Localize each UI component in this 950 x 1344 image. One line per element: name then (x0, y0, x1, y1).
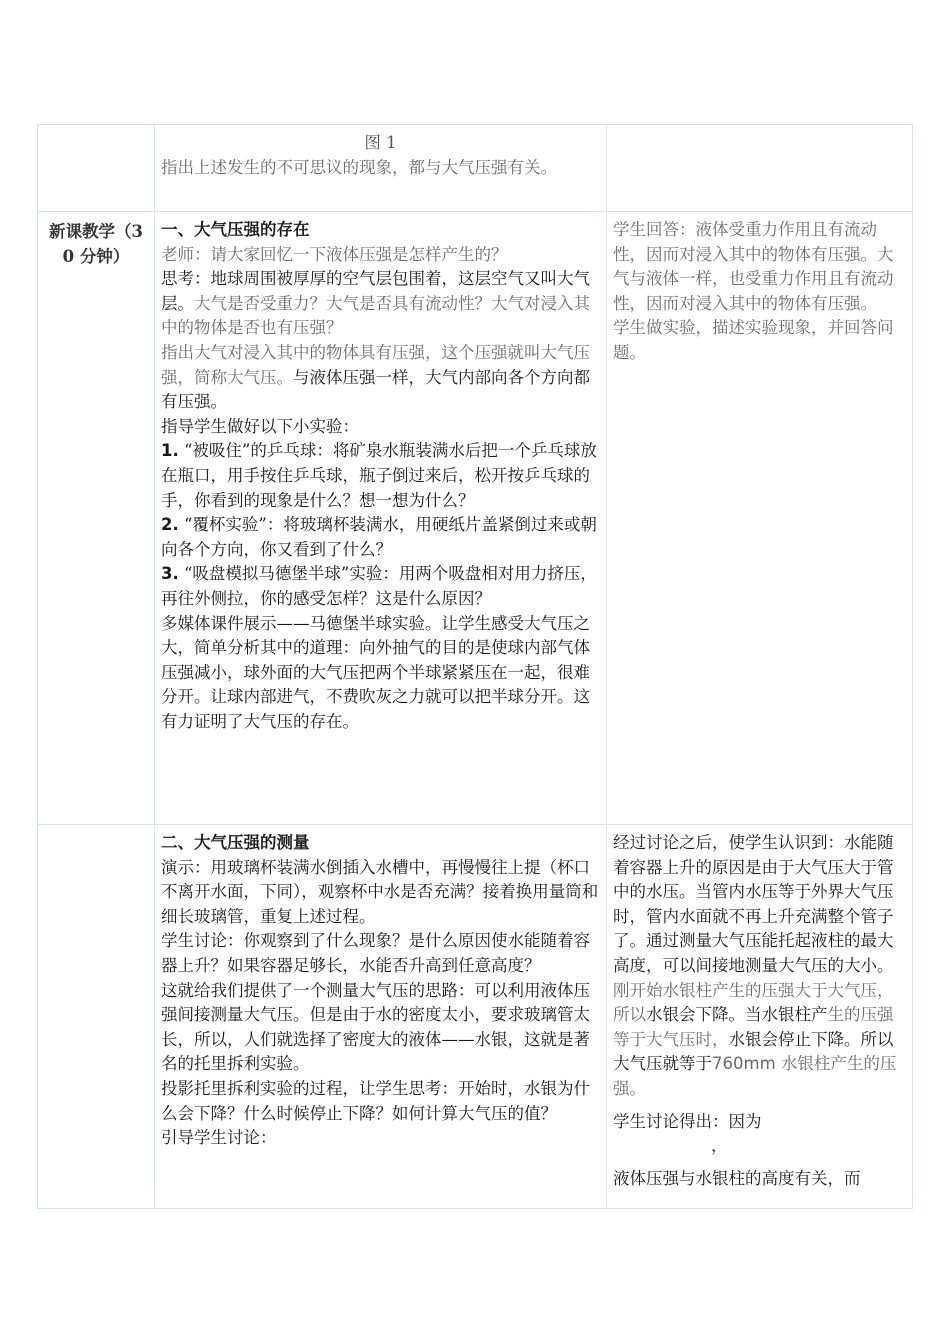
item-text: “被吸住”的乒乓球：将矿泉水瓶装满水后把一个乒乓球放在瓶口，用手按住乒乓球，瓶子倒过来后，松开按乒乓球的手，你看到的现象是什么？想一想为什么？ (161, 441, 597, 510)
text-span: 水银会停止下降。所以大气压就等于 (613, 1029, 894, 1074)
paragraph (613, 1110, 906, 1159)
paragraph: 老师：请大家回忆一下液体压强是怎样产生的？ (161, 244, 508, 264)
table-row (38, 125, 913, 212)
item-number: 3. (161, 564, 179, 584)
text-span: 指出大气对浸入其中的物体具有压强，这个压强就叫大气压强，简称大气压。 (161, 342, 590, 387)
paragraph: 多媒体课件展示——马德堡半球实验。让学生感受大气压之大，简单分析其中的道理：向外抽气的目的是使球内部气体压强减小，球外面的大气压把两个半球紧紧压在一起，很难分开。让球内部进气，不费吹灰之力就可以把半球分开。这有力证明了大气压的存在。 (161, 613, 590, 731)
student-cell (607, 125, 913, 212)
paragraph (161, 341, 600, 415)
item-number: 2. (161, 515, 179, 535)
paragraph: 指导学生做好以下小实验： (161, 416, 359, 436)
paragraph: 这就给我们提供了一个测量大气压的思路：可以利用液体压强间接测量大气压。但是由于水的密度太小，要求玻璃管太长，所以，人们就选择了密度大的液体——水银，这就是著名的托里拆利实验。 (161, 980, 590, 1074)
text-span: 生的压强等于大气压时， (613, 1005, 894, 1049)
item-number: 1. (161, 441, 179, 461)
paragraph: 指出上述发生的不可思议的现象，都与大气压强有关。 (161, 157, 557, 177)
paragraph: 投影托里拆利实验的过程，让学生思考：开始时，水银为什么会下降？什么时候停止下降？如何计算大气压的值？ (161, 1078, 590, 1123)
paragraph: 液体压强与水银柱的高度有关，而 (613, 1168, 861, 1188)
content-cell (155, 825, 607, 1209)
table-row (38, 212, 913, 825)
text-span: ， (711, 1136, 728, 1156)
item-text: “吸盘模拟马德堡半球”实验：用两个吸盘相对用力挤压，再往外侧拉，你的感受怎样？这是什么原因？ (161, 564, 597, 608)
paragraph: 学生做实验，描述实验现象，并回答问题。 (613, 318, 894, 362)
text-span: 与液体压强一样，大气内部向各个方向都有压强。 (161, 367, 590, 412)
content-cell (155, 125, 607, 212)
lesson-plan-table (37, 124, 913, 1209)
paragraph: 演示：用玻璃杯装满水倒插入水槽中，再慢慢往上提（杯口不离开水面，下同），观察杯中水是否充满？接着换用量筒和细长玻璃管，重复上述过程。 (161, 857, 599, 926)
paragraph: 引导学生讨论： (161, 1128, 277, 1148)
paragraph: 经过讨论之后，使学生认识到：水能随着容器上升的原因是由于大气压大于管中的水压。当管内水压等于外界大气压时，管内水面就不再上升充满整个管子了。通过测量大气压能托起液柱的最大高度，可以间接地测量大气压的大小。 (613, 833, 894, 975)
table-row (38, 825, 913, 1209)
paragraph: 学生回答：液体受重力作用且有流动性，因而对浸入其中的物体有压强。大气与液体一样，也受重力作用且有流动性，因而对浸入其中的物体有压强。 (613, 220, 894, 313)
section-label: 新课教学（30 分钟） (38, 212, 155, 825)
label-cell (38, 125, 155, 212)
text-span: 760mm (712, 1054, 776, 1074)
text-span: 大气是否受重力？大气是否具有流动性？大气对浸入其中的物体是否也有压强？ (161, 293, 590, 338)
paragraph (161, 267, 600, 341)
student-cell (607, 212, 913, 825)
paragraph (613, 979, 906, 1102)
content-cell (155, 212, 607, 825)
student-cell (607, 825, 913, 1209)
figure-caption: 图 1 (364, 133, 397, 152)
section-heading: 二、大气压强的测量 (161, 833, 310, 852)
list-item (161, 562, 600, 611)
text-span: 刚开始水银柱产生的压强大于大气压，所以 (613, 980, 894, 1025)
label-cell (38, 825, 155, 1209)
section-heading: 一、大气压强的存在 (161, 220, 310, 239)
text-span: 学生讨论得出：因为 (613, 1111, 762, 1131)
item-text: “覆杯实验”：将玻璃杯装满水，用硬纸片盖紧倒过来或朝向各个方向，你又看到了什么？ (161, 515, 597, 559)
list-item (161, 513, 600, 562)
text-span: 水银会下降。当水银柱产 (646, 1005, 828, 1025)
text-span: 思考：地球周围被厚厚的空气层包围着，这层空气又叫大气层。 (161, 269, 590, 313)
paragraph: 学生讨论：你观察到了什么现象？是什么原因使水能随着容器上升？如果容器足够长，水能否升高到任意高度？ (161, 931, 590, 975)
text-span: 水银柱产生的压强。 (613, 1054, 897, 1098)
list-item (161, 439, 600, 513)
